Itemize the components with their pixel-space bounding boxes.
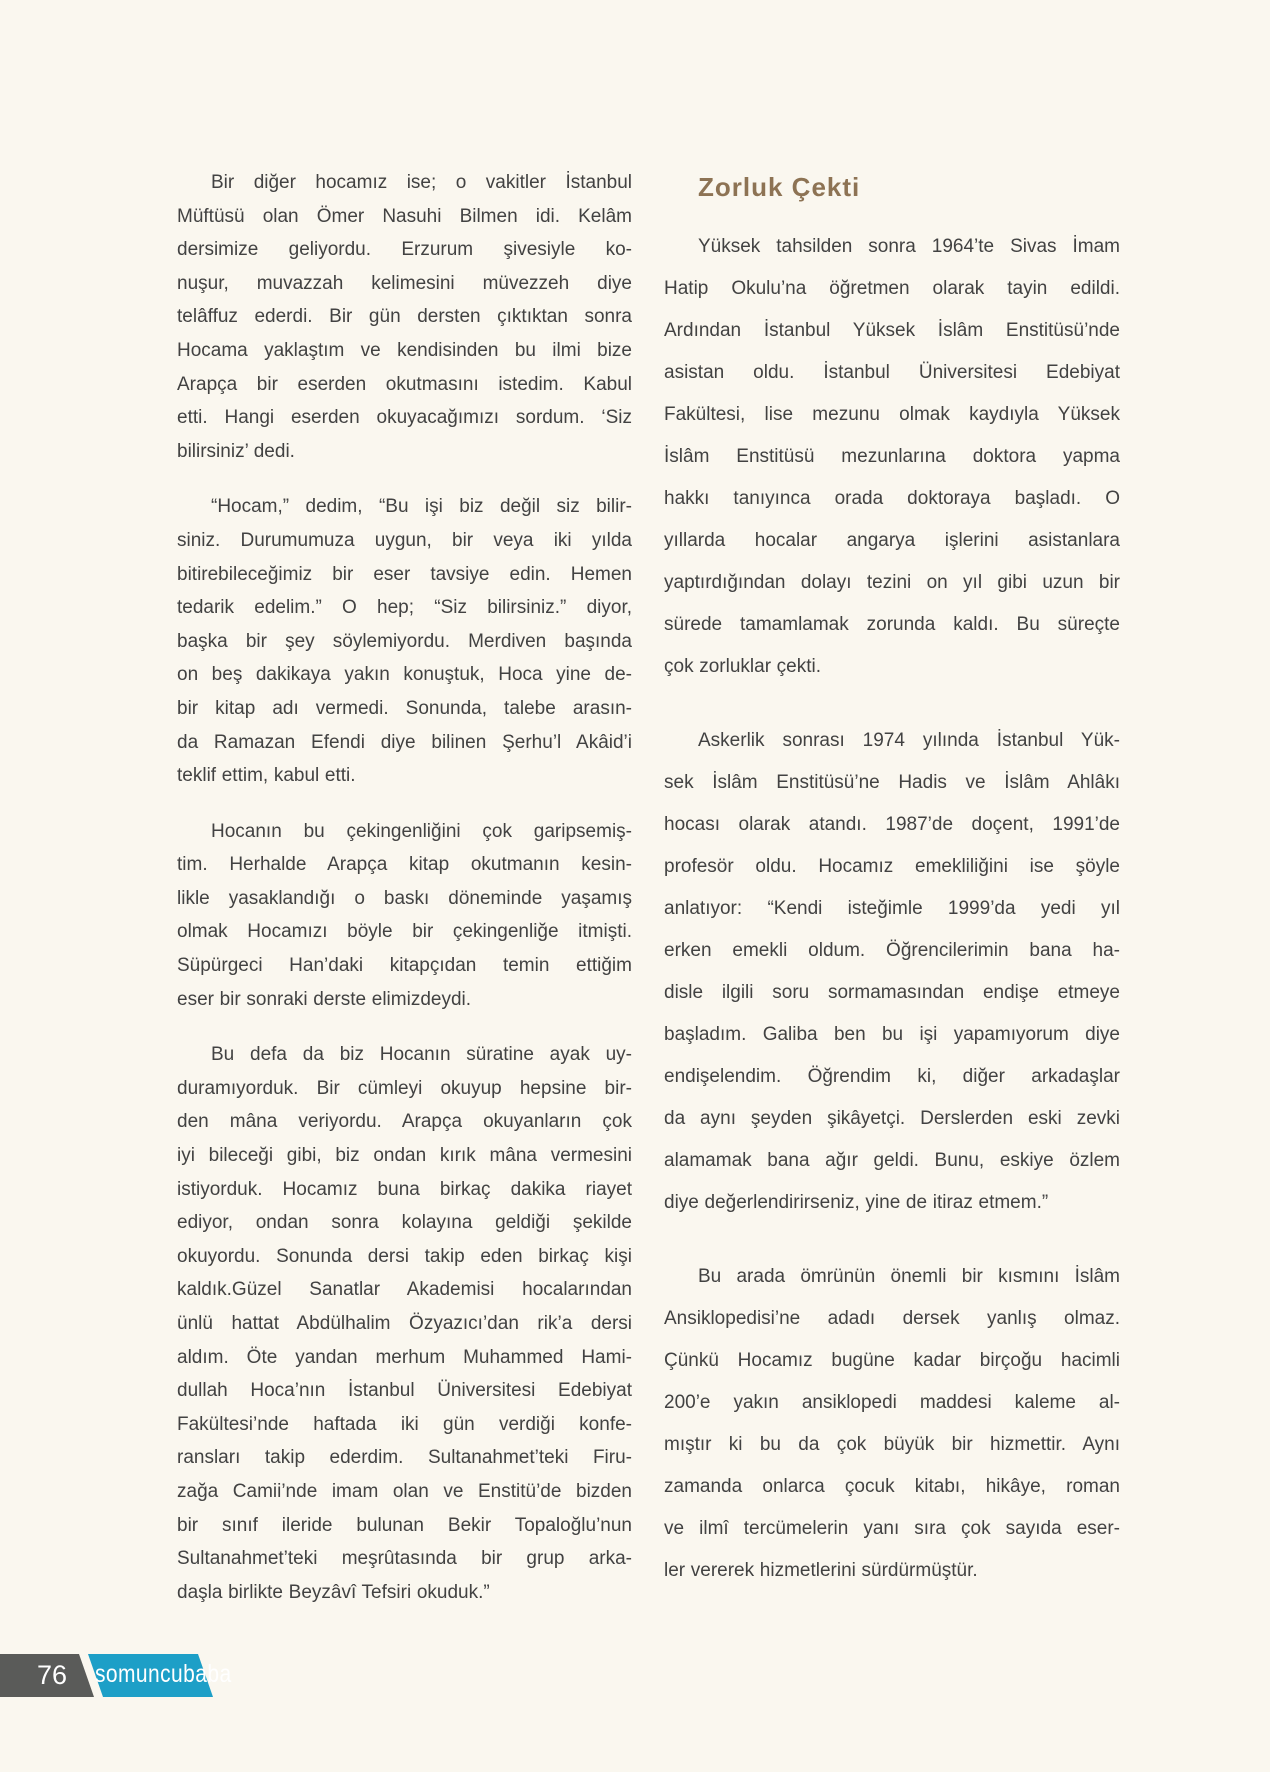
text-line: likle yasaklandığı o baskı döneminde yaşamış (177, 887, 632, 909)
text-line: zağa Camii’nde imam olan ve Enstitü’de bizden (177, 1480, 632, 1502)
text-line: dullah Hoca’nın İstanbul Üniversitesi Edebiyat (177, 1380, 632, 1402)
paragraph (177, 166, 632, 468)
paragraph (664, 226, 1120, 688)
text-line: sürede tamamlamak zorunda kaldı. Bu süreçte (664, 614, 1120, 635)
text-line: Bu arada ömrünün önemli bir kısmını İslâm (698, 1266, 1120, 1287)
right-column-paragraphs (664, 226, 1120, 1592)
text-line: Hocama yaklaştım ve kendisinden bu ilmi bize (177, 339, 632, 361)
text-line: ransları takip ederdim. Sultanahmet’teki Firu- (177, 1447, 632, 1469)
text-line: Bu defa da biz Hocanın süratine ayak uy- (211, 1044, 632, 1066)
text-line: nuşur, muvazzah kelimesini müvezzeh diye (177, 272, 632, 294)
text-line: bitirebileceğimiz bir eser tavsiye edin. Hemen (177, 563, 632, 585)
text-line: İslâm Enstitüsü mezunlarına doktora yapma (664, 446, 1120, 467)
text-line: alamamak bana ağır geldi. Bunu, eskiye özlem (664, 1150, 1120, 1171)
text-line: Fakültesi, lise mezunu olmak kaydıyla Yüksek (664, 404, 1120, 425)
text-line: da aynı şeyden şikâyetçi. Derslerden eski zevki (664, 1108, 1120, 1129)
paragraph (664, 720, 1120, 1224)
text-line: on beş dakikaya yakın konuştuk, Hoca yine de- (177, 664, 632, 686)
text-line: okuyordu. Sonunda dersi takip eden birkaç kişi (177, 1245, 632, 1267)
text-line: kaldık.Güzel Sanatlar Akademisi hocalarından (177, 1279, 632, 1301)
text-line: Sultanahmet’teki meşrûtasında bir grup arka- (177, 1548, 632, 1570)
text-line: Müftüsü olan Ömer Nasuhi Bilmen idi. Kelâm (177, 205, 632, 227)
text-line: hakkı tanıyınca orada doktoraya başladı. O (664, 488, 1120, 509)
text-line: ve ilmî tercümelerin yanı sıra çok sayıda eser- (664, 1518, 1120, 1539)
page-number: 76 (36, 1660, 68, 1690)
text-line: disle ilgili soru sormamasından endişe etmeye (664, 982, 1120, 1003)
text-line: siniz. Durumumuza uygun, bir veya iki yılda (177, 529, 632, 551)
text-line: yıllarda hocalar angarya işlerini asistanlara (664, 530, 1120, 551)
text-line: sek İslâm Enstitüsü’ne Hadis ve İslâm Ahlâkı (664, 772, 1120, 793)
text-line: Askerlik sonrası 1974 yılında İstanbul Yük- (698, 730, 1120, 751)
text-line: çok zorluklar çekti. (664, 656, 822, 677)
text-line: bir sınıf ileride bulunan Bekir Topaloğlu’nun (177, 1514, 632, 1536)
text-line: aldım. Öte yandan merhum Muhammed Hami- (177, 1346, 632, 1368)
text-line: dersimize geliyordu. Erzurum şivesiyle ko- (177, 239, 632, 261)
text-line: ünlü hattat Abdülhalim Özyazıcı’dan rik’a dersi (177, 1313, 632, 1334)
text-line: profesör oldu. Hocamız emekliliğini ise şöyle (664, 856, 1120, 877)
text-line: bir kitap adı vermedi. Sonunda, talebe arasın- (177, 697, 632, 719)
text-line: asistan oldu. İstanbul Üniversitesi Edebiyat (664, 362, 1120, 383)
text-line: 200’e yakın ansiklopedi maddesi kaleme al- (664, 1392, 1120, 1413)
text-line: Yüksek tahsilden sonra 1964’te Sivas İmam (698, 236, 1120, 257)
text-line: Hocanın bu çekingenliğini çok garipsemiş- (211, 820, 632, 842)
text-line: başladım. Galiba ben bu işi yapamıyorum diye (664, 1024, 1120, 1045)
text-line: tim. Herhalde Arapça kitap okutmanın kesin- (177, 854, 632, 876)
text-line: Fakültesi’nde haftada iki gün verdiği konfe- (177, 1413, 632, 1435)
paragraph (177, 490, 632, 792)
footer (0, 1654, 320, 1697)
text-line: istiyorduk. Hocamız buna birkaç dakika riayet (177, 1178, 632, 1200)
text-line: Hatip Okulu’na öğretmen olarak tayin edildi. (664, 278, 1120, 299)
text-line: Bir diğer hocamız ise; o vakitler İstanbul (211, 172, 632, 193)
paragraph (177, 1038, 632, 1609)
text-line: tedarik edelim.” O hep; “Siz bilirsiniz.” diyor, (177, 597, 632, 619)
right-column (664, 172, 1120, 1624)
text-line: endişelendim. Öğrendim ki, diğer arkadaşlar (664, 1066, 1120, 1087)
text-line: etti. Hangi eserden okuyacağımızı sordum. ‘Siz (177, 407, 632, 429)
text-line: eser bir sonraki derste elimizdeydi. (177, 988, 472, 1010)
text-line: olmak Hocamızı böyle bir çekingenliğe itmişti. (177, 921, 632, 943)
text-line: Çünkü Hocamız bugüne kadar birçoğu hacimli (664, 1350, 1120, 1371)
section-heading: Zorluk Çekti (698, 172, 861, 202)
text-line: yaptırdığından dolayı tezini on yıl gibi uzun bir (664, 572, 1120, 593)
text-line: “Hocam,” dedim, “Bu işi biz değil siz bilir- (211, 496, 632, 518)
text-line: Süpürgeci Han’daki kitapçıdan temin ettiğim (177, 955, 632, 977)
text-line: diye değerlendirirseniz, yine de itiraz etmem.” (664, 1192, 1049, 1213)
left-column (177, 166, 632, 1631)
magazine-logo-text: somuncubaba (95, 1660, 232, 1688)
text-line: anlatıyor: “Kendi isteğimle 1999’da yedi yıl (664, 898, 1120, 919)
text-line: erken emekli oldum. Öğrencilerimin bana ha- (664, 940, 1120, 961)
text-line: duramıyorduk. Bir cümleyi okuyup hepsine bir- (177, 1077, 632, 1099)
text-line: zamanda onlarca çocuk kitabı, hikâye, roman (664, 1476, 1120, 1497)
text-line: bilirsiniz’ dedi. (177, 440, 295, 462)
text-line: mıştır ki bu da çok büyük bir hizmettir. Aynı (664, 1434, 1120, 1455)
text-line: başka bir şey söylemiyordu. Merdiven başında (177, 630, 632, 652)
paragraph (177, 815, 632, 1017)
text-line: den mâna veriyordu. Arapça okuyanların çok (177, 1111, 632, 1133)
paragraph (664, 1256, 1120, 1592)
text-line: daşla birlikte Beyzâvî Tefsiri okuduk.” (177, 1581, 490, 1603)
text-line: iyi bileceği gibi, biz ondan kırık mâna vermesini (177, 1145, 632, 1167)
text-line: ediyor, ondan sonra kolayına geldiği şekilde (177, 1212, 632, 1234)
text-line: teklif ettim, kabul etti. (177, 765, 356, 787)
text-line: Ansiklopedisi’ne adadı dersek yanlış olmaz. (664, 1308, 1120, 1329)
text-line: telâffuz ederdi. Bir gün dersten çıktıktan sonra (177, 306, 632, 328)
text-line: Ardından İstanbul Yüksek İslâm Enstitüsü’nde (664, 320, 1120, 341)
text-line: ler vererek hizmetlerini sürdürmüştür. (664, 1560, 978, 1581)
text-line: Arapça bir eserden okutmasını istedim. Kabul (177, 373, 632, 395)
text-line: da Ramazan Efendi diye bilinen Şerhu’l Akâid’i (177, 731, 632, 753)
text-line: hocası olarak atandı. 1987’de doçent, 1991’de (664, 814, 1120, 835)
